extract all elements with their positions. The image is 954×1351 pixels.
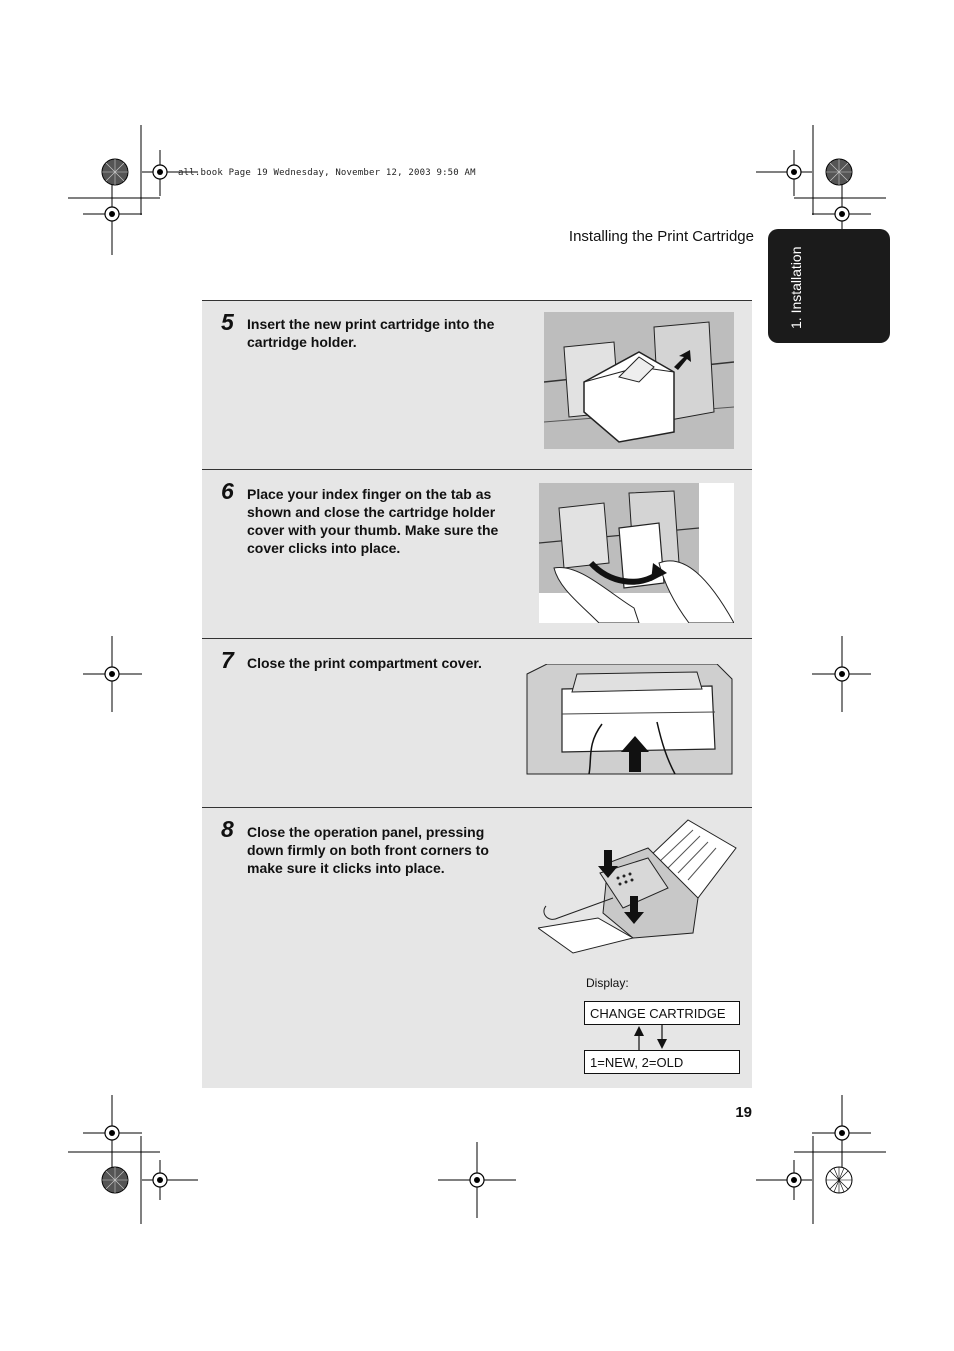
print-slug-line: all.book Page 19 Wednesday, November 12, 2003 9:50 AM	[178, 168, 476, 178]
step-instruction: Place your index finger on the tab as shown and close the cartridge holder cover with your thumb. Make sure the cover clicks into place.	[247, 486, 499, 556]
step-instruction: Close the print compartment cover.	[247, 655, 482, 671]
step-number: 7	[221, 647, 234, 673]
step-divider	[202, 300, 752, 301]
step-divider	[202, 638, 752, 639]
page-number: 19	[735, 1104, 752, 1121]
step-divider	[202, 469, 752, 470]
step-instruction: Insert the new print cartridge into the cartridge holder.	[247, 316, 495, 350]
close-holder-cover-illustration	[539, 483, 734, 623]
close-operation-panel-illustration	[538, 818, 738, 960]
section-tab	[768, 229, 890, 343]
display-line-1: CHANGE CARTRIDGE	[584, 1001, 740, 1025]
section-tab-label: 1. Installation	[788, 246, 804, 329]
step-instruction: Close the operation panel, pressing down firmly on both front corners to make sure it clicks into place.	[247, 824, 489, 876]
display-toggle-arrows	[630, 1025, 670, 1050]
step-number: 5	[221, 309, 234, 335]
step-number: 8	[221, 816, 234, 842]
step-number: 6	[221, 478, 234, 504]
display-line-2: 1=NEW, 2=OLD	[584, 1050, 740, 1074]
display-label: Display:	[586, 976, 629, 990]
running-header: Installing the Print Cartridge	[568, 228, 754, 245]
cartridge-insert-illustration	[544, 312, 734, 449]
step-divider	[202, 807, 752, 808]
close-compartment-illustration	[517, 664, 737, 776]
